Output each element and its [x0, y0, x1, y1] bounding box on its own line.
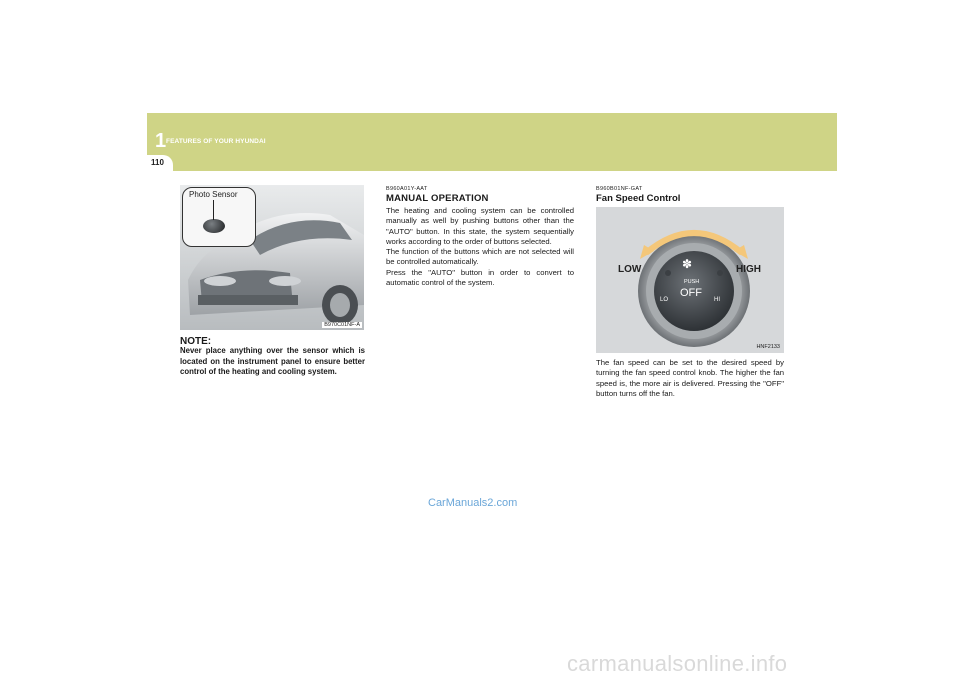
photo-sensor-label: Photo Sensor: [189, 190, 238, 199]
high-label: HIGH: [736, 264, 761, 275]
sensor-icon: [203, 219, 225, 233]
fan-icon: ✽: [682, 257, 693, 271]
sensor-callout: [182, 187, 256, 247]
fan-speed-body: The fan speed can be set to the desired speed by turning the fan speed control knob. The higher the fan speed is, the more air is delivered. Pressing the "OFF" button turns off the fan.: [596, 358, 784, 398]
heading-fan-speed: Fan Speed Control: [596, 193, 681, 204]
note-body: Never place anything over the sensor which is located on the instrument panel to ensure better control of the heating and cooling system.: [180, 346, 365, 376]
paragraph: The heating and cooling system can be controlled manually as well by pushing buttons other than the "AUTO" button. In this state, the system sequentially works according to the order of buttons selected.: [386, 206, 574, 246]
paragraph: Press the "AUTO" button in order to convert to automatic control of the system.: [386, 267, 574, 288]
knob-image-code: HNF2133: [756, 344, 780, 350]
low-label: LOW: [618, 264, 642, 275]
chapter-number: 1: [155, 130, 167, 152]
section-code-fan: B960B01NF-GAT: [596, 186, 643, 192]
page-number: 110: [151, 158, 164, 167]
paragraph: The function of the buttons which are not selected will be controlled automatically.: [386, 247, 574, 267]
car-photo: [180, 185, 364, 330]
push-label: PUSH: [684, 279, 700, 285]
chapter-title: FEATURES OF YOUR HYUNDAI: [166, 138, 266, 145]
section-code-manual: B960A01Y-AAT: [386, 186, 428, 192]
photo-code: B970C01NF-A: [324, 322, 360, 328]
watermark-link[interactable]: CarManuals2.com: [428, 497, 518, 509]
note-title: NOTE:: [180, 336, 212, 347]
footer-watermark: carmanualsonline.info: [567, 651, 788, 676]
lo-label: LO: [660, 297, 669, 303]
fan-knob-photo: [596, 207, 784, 353]
off-button[interactable]: OFF: [680, 287, 702, 299]
callout-line: [213, 200, 214, 220]
heading-manual-operation: MANUAL OPERATION: [386, 193, 489, 204]
manual-operation-body: [386, 206, 574, 288]
hi-label: HI: [714, 297, 720, 303]
